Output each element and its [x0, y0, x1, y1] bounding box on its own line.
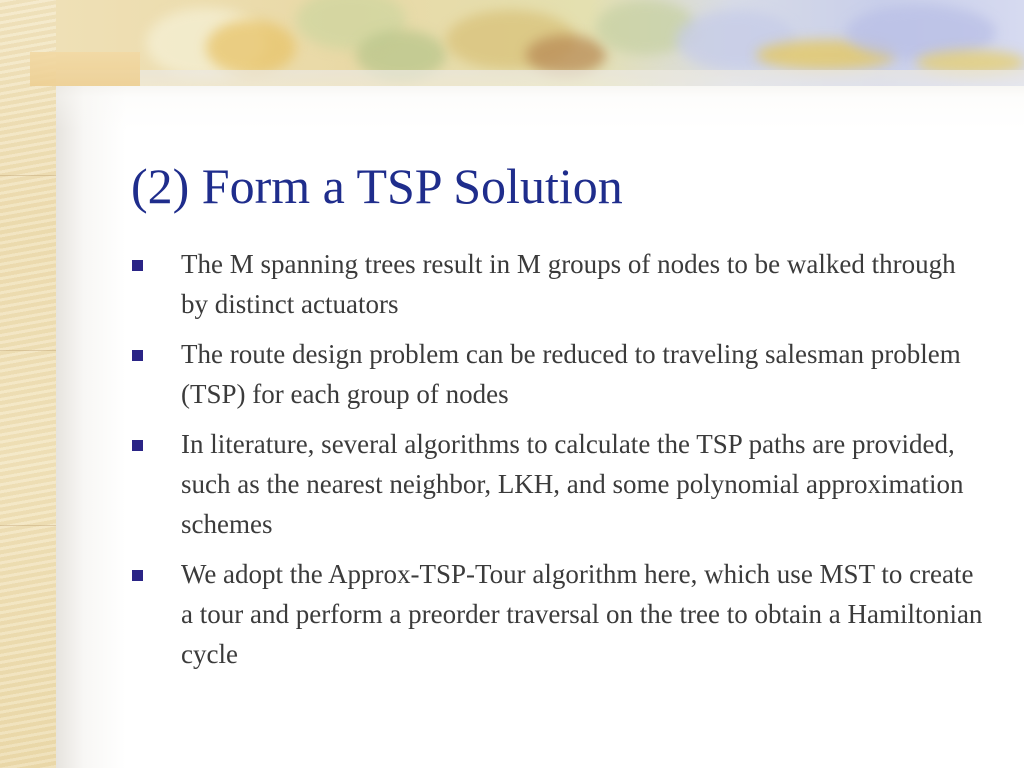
- banner-accent-block: [30, 52, 140, 86]
- bullet-text: In literature, several algorithms to calculate the TSP paths are provided, such as the nearest neighbor, LKH, and some polynomial approximation schemes: [181, 429, 964, 539]
- square-bullet-icon: [132, 570, 143, 581]
- square-bullet-icon: [132, 440, 143, 451]
- list-item: [130, 424, 990, 544]
- slide-title: (2) Form a TSP Solution: [131, 158, 623, 214]
- strip-shadow: [56, 80, 126, 768]
- list-item: [130, 554, 990, 674]
- bullet-text: The route design problem can be reduced to traveling salesman problem (TSP) for each group of nodes: [181, 339, 961, 409]
- bullet-text: We adopt the Approx-TSP-Tour algorithm here, which use MST to create a tour and perform a preorder traversal on the tree to obtain a Hamiltonian cycle: [181, 559, 983, 669]
- parchment-strip: [0, 0, 56, 768]
- square-bullet-icon: [132, 350, 143, 361]
- strip-seam: [0, 175, 56, 176]
- bullet-text: The M spanning trees result in M groups of nodes to be walked through by distinct actuators: [181, 249, 956, 319]
- banner-shadow: [56, 70, 1024, 130]
- list-item: [130, 334, 990, 414]
- strip-seam: [0, 350, 56, 351]
- list-item: [130, 244, 990, 324]
- strip-seam: [0, 525, 56, 526]
- square-bullet-icon: [132, 260, 143, 271]
- bullet-list: [130, 244, 990, 684]
